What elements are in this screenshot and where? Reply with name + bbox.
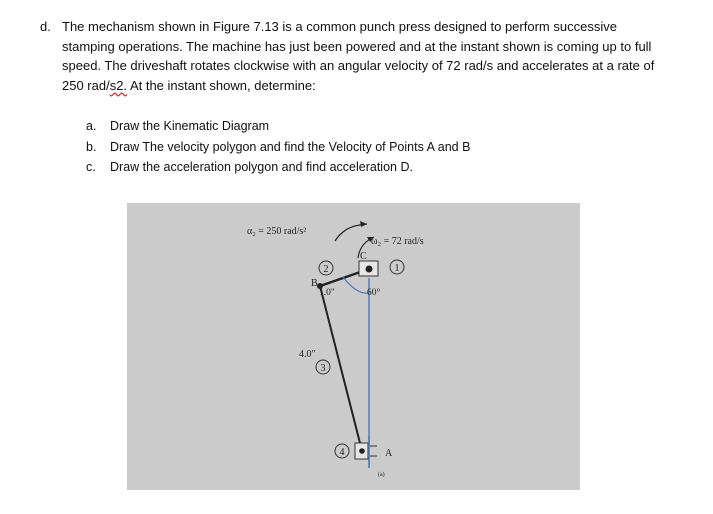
link-4-number: 4: [339, 447, 345, 458]
alpha-arrow: [335, 224, 367, 241]
connecting-rod: [320, 286, 362, 451]
pin-a: [359, 448, 365, 454]
list-item: [86, 157, 470, 178]
task-text: Draw The velocity polygon and find the Velocity of Points A and B: [110, 139, 471, 154]
task-text: Draw the acceleration polygon and find acceleration D.: [110, 160, 413, 174]
angle-arc: [343, 277, 369, 293]
arrowhead: [360, 221, 367, 227]
crank-length-label: 1.0": [319, 288, 335, 298]
mechanism-figure: [127, 203, 580, 490]
link-3-number: 3: [320, 363, 326, 374]
task-marker: c.: [86, 160, 96, 174]
spellcheck-flagged-text[interactable]: s2.: [109, 77, 128, 93]
problem-statement: [62, 17, 662, 95]
point-b-label: B: [311, 278, 318, 289]
task-marker: b.: [86, 139, 97, 154]
task-list: [86, 116, 470, 178]
alpha-label: α₂ = 250 rad/s²: [247, 226, 307, 237]
list-item: [86, 116, 470, 137]
task-marker: a.: [86, 119, 97, 133]
problem-text-start: The mechanism shown in Figure 7.13 is a common punch press designed to perform successive stamping operations. The machine has just been powered and at the instant shown is coming up to full speed. The driveshaft rotates clockwise with an angular velocity of 72 rad/s and accelerates at a rate of 250 rad/: [62, 19, 655, 93]
pin-c: [366, 266, 373, 273]
link-1-number: 1: [394, 263, 400, 274]
problem-text-end: At the instant shown, determine:: [127, 77, 316, 93]
list-item: [86, 137, 470, 158]
point-c-label: C: [360, 251, 367, 262]
caption-fragment: (a): [378, 472, 385, 478]
angle-label: 60°: [367, 288, 381, 298]
problem-label: d.: [40, 19, 51, 34]
link-length-label: 4.0": [299, 349, 316, 360]
task-text: Draw the Kinematic Diagram: [110, 119, 270, 133]
point-a-label: A: [385, 448, 393, 459]
mechanism-diagram: [127, 203, 580, 490]
link-2-number: 2: [323, 264, 329, 275]
omega-label: ω₂ = 72 rad/s: [371, 236, 424, 247]
